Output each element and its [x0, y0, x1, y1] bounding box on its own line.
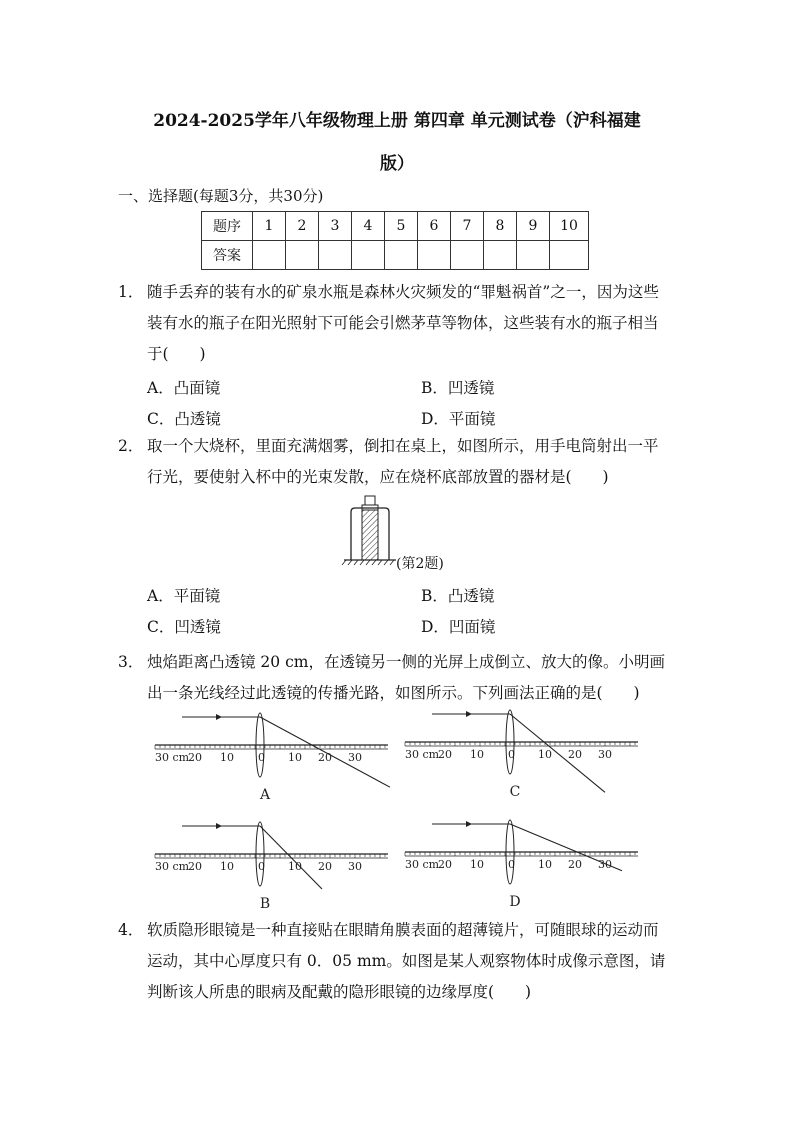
axis-tick-label: 30 cm	[155, 751, 190, 764]
axis-tick-label: 30	[348, 860, 362, 873]
axis-tick-label: 30 cm	[155, 860, 190, 873]
question-text-line: 行光，要使射入杯中的光束发散，应在烧杯底部放置的器材是( )	[147, 468, 609, 486]
ray-diagram	[400, 810, 645, 910]
axis-tick-label: 30	[598, 858, 612, 871]
axis-tick-label: 10	[220, 860, 234, 873]
question-text-line: 取一个大烧杯，里面充满烟雾，倒扣在桌上，如图所示，用手电筒射出一平	[147, 437, 659, 455]
axis-tick-label: 10	[288, 751, 302, 764]
refracted-ray	[510, 714, 605, 792]
axis-tick-label: 0	[508, 858, 515, 871]
axis-tick-label: 20	[188, 860, 202, 873]
axis-tick-label: 20	[438, 748, 452, 761]
beaker-figure	[340, 494, 400, 570]
question-number: 4．	[118, 921, 144, 939]
option-b[interactable]: B．凹透镜	[421, 379, 495, 397]
option-a[interactable]: A．凸面镜	[147, 379, 221, 397]
axis-tick-label: 30 cm	[405, 858, 440, 871]
answer-table-answer-row	[202, 241, 589, 270]
answer-cell[interactable]	[253, 241, 286, 270]
answer-cell[interactable]	[385, 241, 418, 270]
document-title-line1: 2024-2025学年八年级物理上册 第四章 单元测试卷（沪科福建	[153, 111, 641, 131]
question-number: 2．	[118, 437, 144, 455]
question-text-line: 于( )	[147, 345, 206, 363]
ray-diagram	[150, 703, 395, 803]
table-cell: 6	[418, 212, 451, 241]
answer-cell[interactable]	[451, 241, 484, 270]
option-b[interactable]: B．凸透镜	[421, 587, 495, 605]
table-cell: 5	[385, 212, 418, 241]
table-cell: 9	[517, 212, 550, 241]
answer-cell[interactable]	[484, 241, 517, 270]
axis-tick-label: 0	[258, 751, 265, 764]
section-heading: 一、选择题(每题3分，共30分)	[118, 187, 324, 205]
table-cell: 7	[451, 212, 484, 241]
question-text-line: 烛焰距离凸透镜 20 cm，在透镜另一侧的光屏上成倒立、放大的像。小明画	[147, 653, 665, 671]
refracted-ray	[260, 826, 322, 889]
option-c[interactable]: C．凸透镜	[147, 410, 221, 428]
axis-tick-label: 20	[438, 858, 452, 871]
table-cell: 题序	[202, 212, 253, 241]
question-text-line: 出一条光线经过此透镜的传播光路，如图所示。下列画法正确的是( )	[147, 684, 640, 702]
document-title-line2: 版）	[380, 154, 414, 174]
axis-tick-label: 20	[318, 860, 332, 873]
answer-cell[interactable]	[517, 241, 550, 270]
axis-tick-label: 20	[568, 858, 582, 871]
ray-diagram	[150, 812, 395, 912]
answer-table-header-row	[202, 212, 589, 241]
axis-tick-label: 20	[568, 748, 582, 761]
axis-tick-label: 0	[508, 748, 515, 761]
diagram-option-label: B	[259, 896, 271, 912]
table-cell: 1	[253, 212, 286, 241]
axis-tick-label: 30	[598, 748, 612, 761]
axis-tick-label: 20	[318, 751, 332, 764]
diagram-option-label: A	[259, 787, 271, 803]
answer-cell[interactable]	[352, 241, 385, 270]
axis-tick-label: 30 cm	[405, 748, 440, 761]
ray-arrow-icon	[216, 714, 222, 720]
question-number: 3．	[118, 653, 144, 671]
option-a[interactable]: A．平面镜	[147, 587, 221, 605]
axis-tick-label: 10	[288, 860, 302, 873]
table-cell: 8	[484, 212, 517, 241]
answer-cell[interactable]	[319, 241, 352, 270]
axis-tick-label: 20	[188, 751, 202, 764]
diagram-option-label: D	[509, 894, 521, 910]
option-d[interactable]: D．凹面镜	[421, 618, 496, 636]
diagram-option-label: C	[509, 784, 521, 800]
question-number: 1．	[118, 283, 144, 301]
option-c[interactable]: C．凹透镜	[147, 618, 221, 636]
table-cell: 答案	[202, 241, 253, 270]
answer-cell[interactable]	[286, 241, 319, 270]
figure-caption: (第2题)	[396, 556, 444, 572]
ray-arrow-icon	[216, 823, 222, 829]
option-d[interactable]: D．平面镜	[421, 410, 496, 428]
ray-diagram	[400, 700, 645, 800]
table-cell: 10	[550, 212, 589, 241]
question-text-line: 软质隐形眼镜是一种直接贴在眼睛角膜表面的超薄镜片，可随眼球的运动而	[147, 921, 659, 939]
axis-tick-label: 10	[538, 858, 552, 871]
axis-tick-label: 30	[348, 751, 362, 764]
answer-cell[interactable]	[550, 241, 589, 270]
axis-tick-label: 10	[470, 748, 484, 761]
question-text-line: 判断该人所患的眼病及配戴的隐形眼镜的边缘厚度( )	[147, 983, 532, 1001]
axis-tick-label: 10	[538, 748, 552, 761]
table-cell: 2	[286, 212, 319, 241]
table-cell: 4	[352, 212, 385, 241]
ray-arrow-icon	[466, 711, 472, 717]
answer-table	[201, 211, 589, 270]
axis-tick-label: 10	[470, 858, 484, 871]
table-cell: 3	[319, 212, 352, 241]
ray-arrow-icon	[466, 821, 472, 827]
question-text-line: 随手丢弃的装有水的矿泉水瓶是森林火灾频发的“罪魁祸首”之一，因为这些	[147, 283, 659, 301]
question-text-line: 装有水的瓶子在阳光照射下可能会引燃茅草等物体，这些装有水的瓶子相当	[147, 314, 659, 332]
axis-tick-label: 10	[220, 751, 234, 764]
question-text-line: 运动，其中心厚度只有 0．05 mm。如图是某人观察物体时成像示意图，请	[147, 952, 666, 970]
answer-cell[interactable]	[418, 241, 451, 270]
axis-tick-label: 0	[258, 860, 265, 873]
